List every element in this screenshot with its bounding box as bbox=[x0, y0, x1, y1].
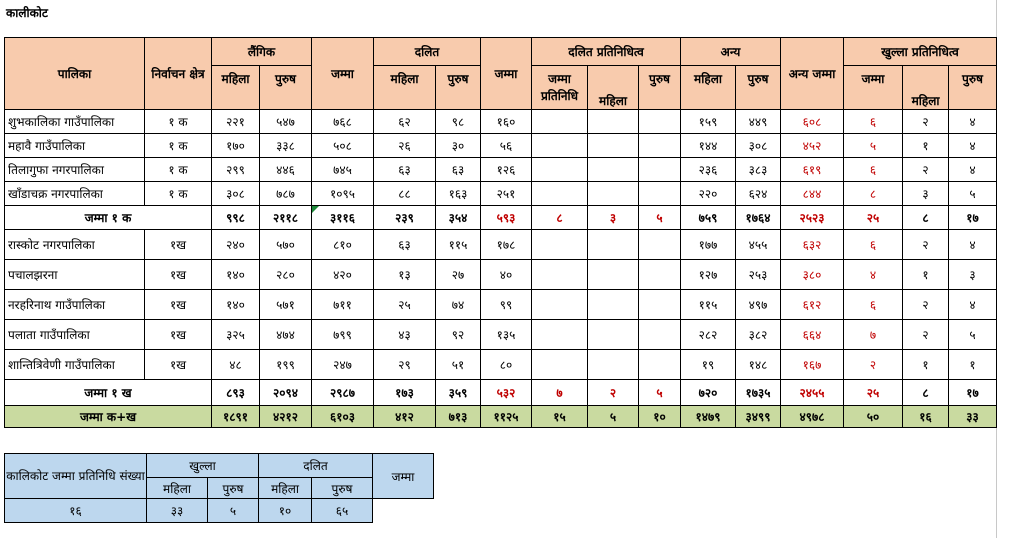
cell-kj: २५ bbox=[844, 206, 903, 230]
cell-dpp bbox=[639, 260, 681, 290]
cell-kshetra: १ख bbox=[145, 320, 212, 350]
cell-lp: ४२१२ bbox=[260, 406, 312, 428]
cell-lp: ३३८ bbox=[260, 134, 312, 158]
cell-at: ६०८ bbox=[781, 110, 844, 134]
cell-kj: ७ bbox=[844, 320, 903, 350]
cell-name: नरहरिनाथ गाउँपालिका bbox=[5, 290, 145, 320]
col-khulla-purush: पुरुष bbox=[949, 66, 997, 110]
cell-km: २ bbox=[903, 320, 949, 350]
cell-total: ६१०३ bbox=[312, 406, 374, 428]
summary-khulla-purush-label: पुरुष bbox=[208, 478, 259, 499]
cell-total: ८१० bbox=[312, 230, 374, 260]
cell-dm: ४३ bbox=[374, 320, 436, 350]
cell-km: २ bbox=[903, 158, 949, 182]
cell-at: ६१२ bbox=[781, 290, 844, 320]
cell-dt: ५६ bbox=[481, 134, 532, 158]
cell-km: ८ bbox=[903, 206, 949, 230]
cell-at: ६६४ bbox=[781, 320, 844, 350]
cell-dt: ४० bbox=[481, 260, 532, 290]
cell-dp: ९८ bbox=[436, 110, 481, 134]
summary-total: ६५ bbox=[312, 499, 373, 523]
cell-lm: ३२५ bbox=[212, 320, 260, 350]
cell-kp: ५ bbox=[949, 182, 997, 206]
col-laingik-mahila: महिला bbox=[212, 66, 260, 110]
cell-dm: ६३ bbox=[374, 230, 436, 260]
summary-table bbox=[4, 453, 434, 523]
col-laingik: लैंगिक bbox=[212, 38, 312, 66]
col-palika: पालिका bbox=[5, 38, 145, 110]
cell-am: १७७ bbox=[681, 230, 736, 260]
cell-kj: ५० bbox=[844, 406, 903, 428]
cell-dt: ११२५ bbox=[481, 406, 532, 428]
cell-dpj bbox=[532, 260, 588, 290]
summary-dalit-purush: १० bbox=[259, 499, 312, 523]
cell-total: ५०८ bbox=[312, 134, 374, 158]
cell-dp: १६३ bbox=[436, 182, 481, 206]
cell-kj: ५ bbox=[844, 134, 903, 158]
col-dalit-purush: पुरुष bbox=[436, 66, 481, 110]
cell-ap: ४४९ bbox=[736, 110, 781, 134]
table-row bbox=[5, 134, 997, 158]
cell-kp: ४ bbox=[949, 134, 997, 158]
cell-lp: २११८ bbox=[260, 206, 312, 230]
cell-at: ३८० bbox=[781, 260, 844, 290]
cell-km: २ bbox=[903, 230, 949, 260]
cell-dt: ९९ bbox=[481, 290, 532, 320]
cell-ap: ३८२ bbox=[736, 320, 781, 350]
col-jamma-pratinidhi: जम्मा प्रतिनिधि bbox=[532, 66, 588, 110]
cell-lm: २९९ bbox=[212, 158, 260, 182]
summary-khulla-purush: ३३ bbox=[147, 499, 208, 523]
cell-ap: ३८३ bbox=[736, 158, 781, 182]
cell-km: १६ bbox=[903, 406, 949, 428]
cell-kj: ६ bbox=[844, 158, 903, 182]
cell-lp: २८० bbox=[260, 260, 312, 290]
cell-dpj bbox=[532, 158, 588, 182]
cell-dp: ९२ bbox=[436, 320, 481, 350]
col-khulla-mahila: महिला bbox=[903, 66, 949, 110]
cell-dt: १६० bbox=[481, 110, 532, 134]
cell-kj: २५ bbox=[844, 380, 903, 406]
cell-kshetra: १ क bbox=[145, 134, 212, 158]
cell-dt: १३५ bbox=[481, 320, 532, 350]
cell-km: ३ bbox=[903, 182, 949, 206]
cell-dp: ३५४ bbox=[436, 206, 481, 230]
col-dalit-mahila: महिला bbox=[374, 66, 436, 110]
cell-kj: ८ bbox=[844, 182, 903, 206]
cell-kshetra: १ख bbox=[145, 290, 212, 320]
col-anya-jamma: अन्य जम्मा bbox=[781, 38, 844, 110]
cell-total: १०९५ bbox=[312, 182, 374, 206]
cell-lp: ५७१ bbox=[260, 290, 312, 320]
cell-dpp: १० bbox=[639, 406, 681, 428]
cell-at: ४५२ bbox=[781, 134, 844, 158]
cell-dm: २६ bbox=[374, 134, 436, 158]
cell-kp: ३ bbox=[949, 260, 997, 290]
summary-dalit-mahila-label: महिला bbox=[259, 478, 312, 499]
cell-ap: ४९७ bbox=[736, 290, 781, 320]
cell-dm: ६३ bbox=[374, 158, 436, 182]
cell-ap: ३०८ bbox=[736, 134, 781, 158]
cell-name: खाँडाचक्र नगरपालिका bbox=[5, 182, 145, 206]
cell-dpm bbox=[588, 260, 639, 290]
cell-dm: १७३ bbox=[374, 380, 436, 406]
cell-kp: ३३ bbox=[949, 406, 997, 428]
cell-lm: २४० bbox=[212, 230, 260, 260]
cell-km: १ bbox=[903, 134, 949, 158]
cell-dpp bbox=[639, 182, 681, 206]
cell-dpp bbox=[639, 350, 681, 380]
cell-dpp bbox=[639, 230, 681, 260]
table-row bbox=[5, 350, 997, 380]
cell-ap: ४५५ bbox=[736, 230, 781, 260]
cell-dp: ३५९ bbox=[436, 380, 481, 406]
cell-lm: १७० bbox=[212, 134, 260, 158]
cell-lp: ४७४ bbox=[260, 320, 312, 350]
cell-lm: १४० bbox=[212, 260, 260, 290]
col-dalit: दलित bbox=[374, 38, 481, 66]
cell-kp: ४ bbox=[949, 110, 997, 134]
col-dalit-jamma: जम्मा bbox=[481, 38, 532, 110]
cell-dpm: ५ bbox=[588, 406, 639, 428]
cell-dpm bbox=[588, 134, 639, 158]
subtotal-row bbox=[5, 206, 997, 230]
cell-name: जम्मा १ ख bbox=[5, 380, 212, 406]
cell-name: महावै गाउँपालिका bbox=[5, 134, 145, 158]
cell-at: २४५५ bbox=[781, 380, 844, 406]
cell-dpp bbox=[639, 290, 681, 320]
col-anya-mahila: महिला bbox=[681, 66, 736, 110]
cell-kshetra: १ क bbox=[145, 110, 212, 134]
cell-dm: १३ bbox=[374, 260, 436, 290]
cell-dpm bbox=[588, 182, 639, 206]
subtotal-row bbox=[5, 380, 997, 406]
cell-ap: १७६४ bbox=[736, 206, 781, 230]
cell-kshetra: १ख bbox=[145, 230, 212, 260]
cell-lp: ४४६ bbox=[260, 158, 312, 182]
cell-km: २ bbox=[903, 290, 949, 320]
cell-ap: ३४९९ bbox=[736, 406, 781, 428]
cell-total: ७९९ bbox=[312, 320, 374, 350]
cell-dt: ५९३ bbox=[481, 206, 532, 230]
cell-am: १४७९ bbox=[681, 406, 736, 428]
cell-lm: ९९८ bbox=[212, 206, 260, 230]
table-row bbox=[5, 290, 997, 320]
cell-total: ७११ bbox=[312, 290, 374, 320]
cell-dpj bbox=[532, 320, 588, 350]
cell-lp: ५४७ bbox=[260, 110, 312, 134]
cell-ap: ६२४ bbox=[736, 182, 781, 206]
cell-dp: ५१ bbox=[436, 350, 481, 380]
cell-name: शुभकालिका गाउँपालिका bbox=[5, 110, 145, 134]
cell-lm: १८९१ bbox=[212, 406, 260, 428]
cell-am: २८२ bbox=[681, 320, 736, 350]
cell-total: ४२० bbox=[312, 260, 374, 290]
table-row bbox=[5, 230, 997, 260]
cell-am: २२० bbox=[681, 182, 736, 206]
cell-lm: ३०८ bbox=[212, 182, 260, 206]
cell-dpp bbox=[639, 134, 681, 158]
col-khulla-jamma: जम्मा bbox=[844, 66, 903, 110]
cell-dpp: ५ bbox=[639, 206, 681, 230]
cell-dpm bbox=[588, 230, 639, 260]
col-anya-purush: पुरुष bbox=[736, 66, 781, 110]
cell-name: शान्तित्रिवेणी गाउँपालिका bbox=[5, 350, 145, 380]
summary-khulla-mahila-label: महिला bbox=[147, 478, 208, 499]
cell-dm: २५ bbox=[374, 290, 436, 320]
cell-dpp bbox=[639, 320, 681, 350]
cell-at: ४९७८ bbox=[781, 406, 844, 428]
cell-dpm: २ bbox=[588, 380, 639, 406]
cell-dpp bbox=[639, 110, 681, 134]
cell-dt: ५३२ bbox=[481, 380, 532, 406]
cell-at: ८४४ bbox=[781, 182, 844, 206]
cell-dpj: ८ bbox=[532, 206, 588, 230]
col-anya: अन्य bbox=[681, 38, 781, 66]
col-nirvachan: निर्वाचन क्षेत्र bbox=[145, 38, 212, 110]
cell-kp: ५ bbox=[949, 320, 997, 350]
table-row bbox=[5, 110, 997, 134]
cell-dpj bbox=[532, 350, 588, 380]
cell-total: ३११६ bbox=[312, 206, 374, 230]
cell-dpm bbox=[588, 110, 639, 134]
cell-kp: ४ bbox=[949, 290, 997, 320]
cell-dm: ४१२ bbox=[374, 406, 436, 428]
col-khulla-pratinidhitva: खुल्ला प्रतिनिधित्व bbox=[844, 38, 997, 66]
cell-lp: ५७० bbox=[260, 230, 312, 260]
cell-lm: २२१ bbox=[212, 110, 260, 134]
cell-dt: २५१ bbox=[481, 182, 532, 206]
cell-at: १६७ bbox=[781, 350, 844, 380]
header-row-1 bbox=[5, 38, 997, 66]
cell-dp: ११५ bbox=[436, 230, 481, 260]
col-dp-mahila: महिला bbox=[588, 66, 639, 110]
cell-dpj bbox=[532, 230, 588, 260]
cell-dm: ६२ bbox=[374, 110, 436, 134]
cell-am: १२७ bbox=[681, 260, 736, 290]
cell-dp: ३० bbox=[436, 134, 481, 158]
summary-dalit: दलित bbox=[259, 454, 373, 478]
cell-dt: १२६ bbox=[481, 158, 532, 182]
cell-kshetra: १ख bbox=[145, 260, 212, 290]
cell-name: पचालझरना bbox=[5, 260, 145, 290]
cell-km: २ bbox=[903, 110, 949, 134]
cell-kshetra: १ क bbox=[145, 158, 212, 182]
grand-total-row bbox=[5, 406, 997, 428]
cell-km: १ bbox=[903, 260, 949, 290]
cell-lp: ७८७ bbox=[260, 182, 312, 206]
cell-kp: १७ bbox=[949, 380, 997, 406]
col-dalit-pratinidhitva: दलित प्रतिनिधित्व bbox=[532, 38, 681, 66]
cell-lm: ४८ bbox=[212, 350, 260, 380]
cell-am: ७२० bbox=[681, 380, 736, 406]
cell-kshetra: १ क bbox=[145, 182, 212, 206]
cell-dp: ७१३ bbox=[436, 406, 481, 428]
cell-name: तिलागुफा नगरपालिका bbox=[5, 158, 145, 182]
cell-am: १५९ bbox=[681, 110, 736, 134]
cell-dt: ८० bbox=[481, 350, 532, 380]
table-row bbox=[5, 260, 997, 290]
cell-dpj bbox=[532, 134, 588, 158]
cell-kp: १७ bbox=[949, 206, 997, 230]
summary-khulla-mahila: १६ bbox=[5, 499, 147, 523]
cell-dpm bbox=[588, 158, 639, 182]
cell-dpm bbox=[588, 320, 639, 350]
summary-dalit-mahila: ५ bbox=[208, 499, 259, 523]
cell-total: ७४५ bbox=[312, 158, 374, 182]
cell-ap: २५३ bbox=[736, 260, 781, 290]
cell-dm: २३९ bbox=[374, 206, 436, 230]
cell-dpj bbox=[532, 290, 588, 320]
cell-km: १ bbox=[903, 350, 949, 380]
cell-am: ११५ bbox=[681, 290, 736, 320]
cell-total: २४७ bbox=[312, 350, 374, 380]
summary-jamma: जम्मा bbox=[373, 454, 434, 499]
cell-at: ६३२ bbox=[781, 230, 844, 260]
cell-lp: २०९४ bbox=[260, 380, 312, 406]
data-table bbox=[4, 37, 997, 428]
cell-kshetra: १ख bbox=[145, 350, 212, 380]
cell-dpp bbox=[639, 158, 681, 182]
col-jamma: जम्मा bbox=[312, 38, 374, 110]
summary-dalit-purush-label: पुरुष bbox=[312, 478, 373, 499]
cell-kj: ४ bbox=[844, 260, 903, 290]
cell-am: १४४ bbox=[681, 134, 736, 158]
cell-kp: ४ bbox=[949, 158, 997, 182]
cell-name: जम्मा १ क bbox=[5, 206, 212, 230]
cell-kj: २ bbox=[844, 350, 903, 380]
summary-label: कालिकोट जम्मा प्रतिनिधि संख्या bbox=[5, 454, 147, 499]
cell-km: ८ bbox=[903, 380, 949, 406]
cell-dp: ६३ bbox=[436, 158, 481, 182]
cell-dpp: ५ bbox=[639, 380, 681, 406]
cell-dpm bbox=[588, 290, 639, 320]
cell-dpj bbox=[532, 182, 588, 206]
cell-name: जम्मा क+ख bbox=[5, 406, 212, 428]
cell-total: २९८७ bbox=[312, 380, 374, 406]
cell-at: २५२३ bbox=[781, 206, 844, 230]
cell-am: ७५९ bbox=[681, 206, 736, 230]
col-dp-purush: पुरुष bbox=[639, 66, 681, 110]
cell-ap: १७३५ bbox=[736, 380, 781, 406]
cell-kj: ६ bbox=[844, 110, 903, 134]
cell-name: पलाता गाउँपालिका bbox=[5, 320, 145, 350]
cell-kp: १ bbox=[949, 350, 997, 380]
cell-am: २३६ bbox=[681, 158, 736, 182]
table-row bbox=[5, 320, 997, 350]
cell-dm: २९ bbox=[374, 350, 436, 380]
cell-lm: ८९३ bbox=[212, 380, 260, 406]
cell-lp: १९९ bbox=[260, 350, 312, 380]
cell-ap: १४८ bbox=[736, 350, 781, 380]
cell-dpj: ७ bbox=[532, 380, 588, 406]
cell-dm: ८८ bbox=[374, 182, 436, 206]
table-row bbox=[5, 158, 997, 182]
cell-kp: ४ bbox=[949, 230, 997, 260]
cell-dp: ७४ bbox=[436, 290, 481, 320]
cell-dpj bbox=[532, 110, 588, 134]
cell-am: १९ bbox=[681, 350, 736, 380]
sheet-title: कालीकोट bbox=[6, 6, 48, 20]
cell-dpj: १५ bbox=[532, 406, 588, 428]
cell-name: रास्कोट नगरपालिका bbox=[5, 230, 145, 260]
cell-dpm bbox=[588, 350, 639, 380]
table-row bbox=[5, 182, 997, 206]
col-laingik-purush: पुरुष bbox=[260, 66, 312, 110]
cell-dt: १७८ bbox=[481, 230, 532, 260]
cell-kj: ६ bbox=[844, 290, 903, 320]
cell-lm: १४० bbox=[212, 290, 260, 320]
cell-total: ७६८ bbox=[312, 110, 374, 134]
cell-at: ६१९ bbox=[781, 158, 844, 182]
cell-dpm: ३ bbox=[588, 206, 639, 230]
summary-khulla: खुल्ला bbox=[147, 454, 259, 478]
cell-kj: ६ bbox=[844, 230, 903, 260]
cell-dp: २७ bbox=[436, 260, 481, 290]
